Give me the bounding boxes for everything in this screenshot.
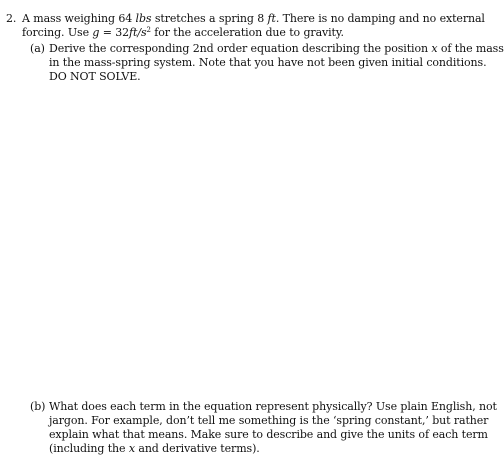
part-b-text: (including the — [49, 442, 129, 455]
unit-ft-per-s: ft/s — [129, 26, 147, 39]
problem-intro-line-2 — [22, 26, 344, 39]
part-b-line-3: explain what that means. Make sure to describe and give the units of each term — [49, 428, 488, 441]
part-a-line-3: DO NOT SOLVE. — [49, 70, 141, 83]
part-b-line-4 — [49, 442, 260, 455]
part-b-line-1: What does each term in the equation represent physically? Use plain English, not — [49, 400, 497, 413]
part-a-line-2: in the mass-spring system. Note that you have not been given initial conditions. — [49, 56, 487, 69]
intro-text: = 32 — [99, 26, 130, 39]
symbol-x: x — [128, 442, 135, 455]
part-a-line-1 — [49, 42, 504, 55]
part-b-line-2: jargon. For example, don’t tell me something is the ‘spring constant,’ but rather — [49, 414, 489, 427]
part-b-text: and derivative terms). — [134, 442, 260, 455]
symbol-g: g — [92, 26, 100, 39]
problem-number: 2. — [6, 12, 17, 25]
problem-intro-line-1 — [22, 12, 485, 25]
intro-text: stretches a spring 8 — [151, 12, 268, 25]
exponent-2: 2 — [146, 26, 151, 34]
part-a-text: of the mass — [437, 42, 504, 55]
unit-lbs: lbs — [135, 12, 152, 25]
intro-text: There is no damping and no external — [279, 12, 485, 25]
unit-ft: ft. — [267, 12, 280, 25]
part-b-label: (b) — [30, 400, 46, 413]
intro-text: for the acceleration due to gravity. — [150, 26, 344, 39]
part-a-label: (a) — [30, 42, 45, 55]
intro-text: forcing. Use — [22, 26, 93, 39]
part-a-text: Derive the corresponding 2nd order equation describing the position — [49, 42, 432, 55]
intro-text: A mass weighing 64 — [22, 12, 136, 25]
symbol-x: x — [431, 42, 438, 55]
